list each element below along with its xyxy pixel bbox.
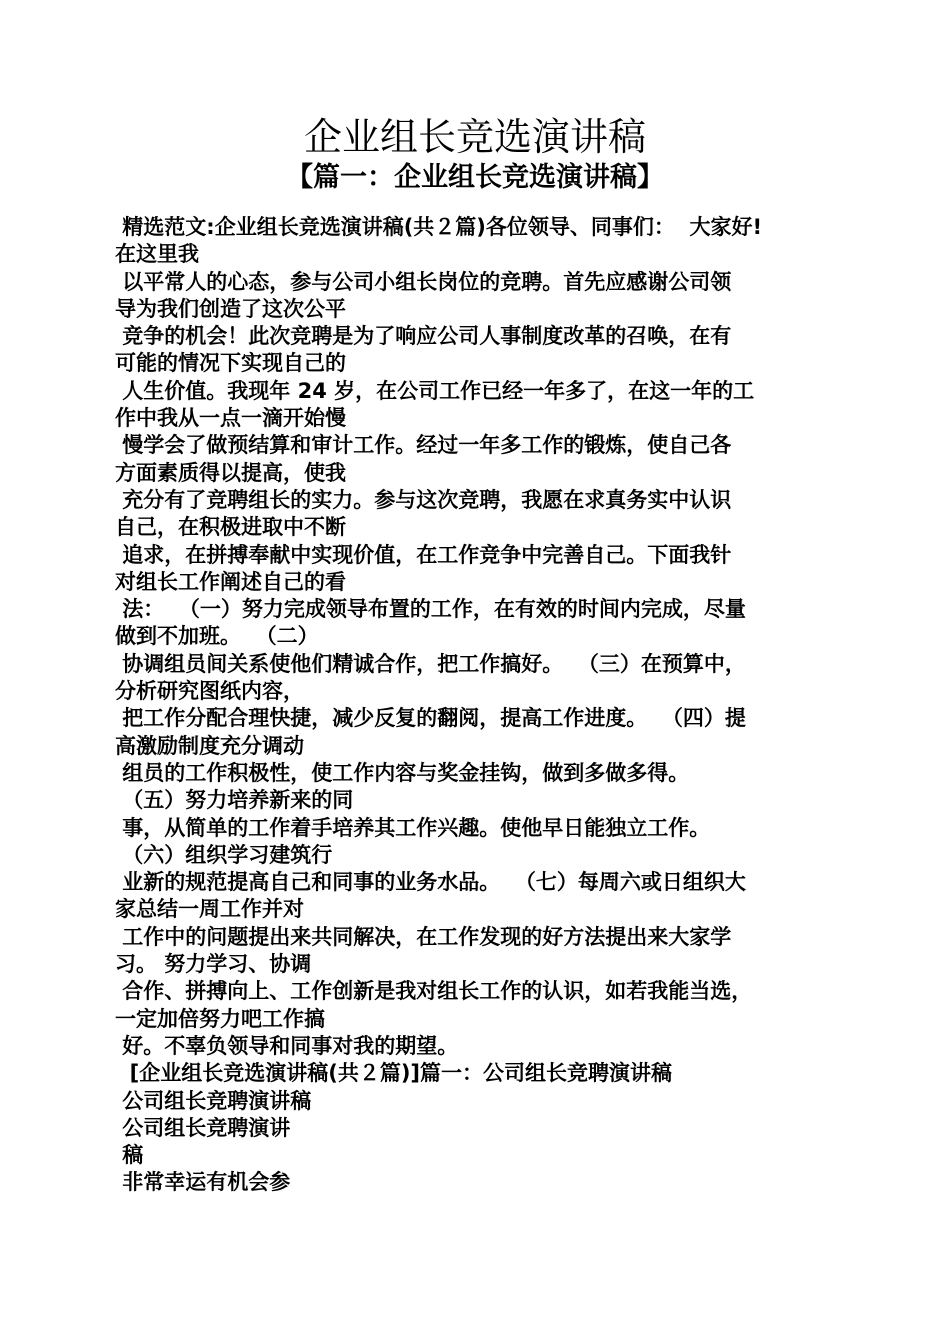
body-line: 法： （一）努力完成领导布置的工作，在有效的时间内完成，尽量 <box>115 597 746 622</box>
body-line: [企业组长竞选演讲稿(共２篇)]篇一：公司组长竞聘演讲稿 <box>115 1061 673 1086</box>
body-line: 工作中的问题提出来共同解决，在工作发现的好方法提出来大家学 <box>115 924 732 949</box>
body-line: 合作、拼搏向上、工作创新是我对组长工作的认识，如若我能当选， <box>115 979 753 1004</box>
body-line: 业新的规范提高自己和同事的业务水品。 （七）每周六或日组织大 <box>115 870 746 895</box>
body-line: 高激励制度充分调动 <box>115 733 304 758</box>
body-line: 组员的工作积极性，使工作内容与奖金挂钩，做到多做多得。 <box>115 760 690 785</box>
body-line: 稿 <box>115 1143 144 1168</box>
body-line: 慢学会了做预结算和审计工作。经过一年多工作的锻炼，使自己各 <box>115 433 732 458</box>
body-line: 公司组长竞聘演讲稿 <box>115 1088 312 1113</box>
document-title: 企业组长竞选演讲稿 <box>303 115 646 159</box>
body-line: 做到不加班。 （二） <box>115 624 319 649</box>
body-line: 分析研究图纸内容， <box>115 679 304 704</box>
body-line: 精选范文:企业组长竞选演讲稿(共２篇)各位领导、同事们： 大家好! <box>115 215 763 239</box>
body-line: 导为我们创造了这次公平 <box>115 296 346 321</box>
body-line: （六）组织学习建筑行 <box>115 842 333 867</box>
body-line: 在这里我 <box>115 242 199 267</box>
body-line: 人生价值。我现年 24 岁，在公司工作已经一年多了，在这一年的工 <box>115 378 755 403</box>
body-line: 好。不辜负领导和同事对我的期望。 <box>115 1033 459 1058</box>
body-line: 家总结一周工作并对 <box>115 897 304 922</box>
body-line: 对组长工作阐述自己的看 <box>115 569 346 594</box>
body-line: 自己，在积极进取中不断 <box>115 515 346 540</box>
body-line: 公司组长竞聘演讲 <box>115 1115 291 1140</box>
body-line: 可能的情况下实现自己的 <box>115 351 346 376</box>
body-line: 竞争的机会！此次竞聘是为了响应公司人事制度改革的召唤，在有 <box>115 324 732 349</box>
body-line: 事，从简单的工作着手培养其工作兴趣。使他早日能独立工作。 <box>115 815 711 840</box>
body-line: 追求，在拼搏奉献中实现价值，在工作竞争中完善自己。下面我针 <box>115 542 732 567</box>
body-line: 协调组员间关系使他们精诚合作，把工作搞好。 （三）在预算中， <box>115 651 746 676</box>
body-line: 把工作分配合理快捷，减少反复的翻阅，提高工作进度。 （四）提 <box>115 706 746 731</box>
body-line: 习。 努力学习、协调 <box>115 952 312 977</box>
body-line: （五）努力培养新来的同 <box>115 788 354 813</box>
body-line: 作中我从一点一滴开始慢 <box>115 406 346 431</box>
body-line: 一定加倍努力吧工作搞 <box>115 1006 325 1031</box>
document-subtitle: 【篇一：企业组长竞选演讲稿】 <box>286 162 664 193</box>
body-line: 充分有了竞聘组长的实力。参与这次竞聘，我愿在求真务实中认识 <box>115 487 732 512</box>
body-line: 以平常人的心态，参与公司小组长岗位的竞聘。首先应感谢公司领 <box>115 269 732 294</box>
body-line: 非常幸运有机会参 <box>115 1170 291 1195</box>
body-line: 方面素质得以提高，使我 <box>115 460 346 485</box>
document-body <box>115 214 840 1197</box>
